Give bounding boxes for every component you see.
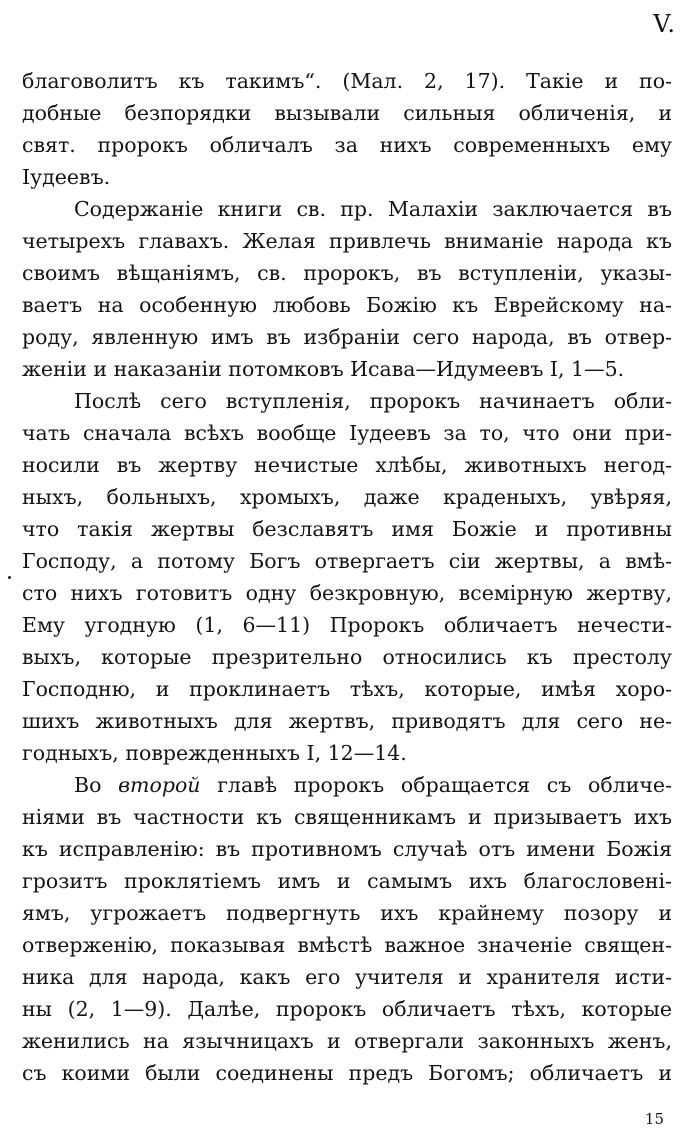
text-line: роду, явленную имъ въ избраніи сего народа, въ отвер- — [22, 325, 672, 349]
text-line: носили въ жертву нечистые хлѣбы, животныхъ негод- — [22, 453, 672, 477]
text-line: ныхъ, больныхъ, хромыхъ, даже краденыхъ, увѣряя, — [22, 485, 672, 509]
text-line: отверженію, показывая вмѣстѣ важное значеніе священ- — [22, 933, 672, 957]
text-line: женіи и наказаніи потомковъ Исава—Идумеевъ I, 1—5. — [22, 357, 625, 381]
text-line: съ коими были соединены предъ Богомъ; обличаетъ и — [22, 1061, 672, 1085]
text-line: Содержаніе книги св. пр. Малахіи заключается въ — [74, 197, 672, 221]
page-roman-numeral: V. — [653, 10, 676, 38]
text-line: Господу, а потому Богъ отвергаетъ сіи жертвы, а вмѣ- — [22, 549, 672, 573]
text-line: чать сначала всѣхъ вообще Іудеевъ за то, что они при- — [22, 421, 672, 445]
text-line: ны (2, 1—9). Далѣе, пророкъ обличаетъ тѣхъ, которые — [22, 997, 672, 1021]
text-line: своимъ вѣщаніямъ, св. пророкъ, въ вступленіи, указы- — [22, 261, 672, 285]
text-line: Господню, и проклинаетъ тѣхъ, которые, имѣя хоро- — [22, 677, 672, 701]
text-line: Ему угодную (1, 6—11) Пророкъ обличаетъ нечести- — [22, 613, 672, 637]
text-line: что такія жертвы безславятъ имя Божіе и противны — [22, 517, 672, 541]
text-line: грозитъ проклятіемъ имъ и самымъ ихъ благословені- — [22, 869, 672, 893]
paragraph-1 — [22, 65, 672, 193]
text-line: ніями въ частности къ священникамъ и призываетъ ихъ — [22, 805, 672, 829]
text-line: четырехъ главахъ. Желая привлечь вниманіе народа къ — [22, 229, 672, 253]
body-text — [22, 65, 672, 1089]
text-line — [22, 769, 672, 801]
paragraph-4 — [22, 769, 672, 1089]
text-line: благоволитъ къ такимъ“. (Мал. 2, 17). Такіе и по- — [22, 69, 672, 93]
text-line: женились на язычницахъ и отвергали законныхъ женъ, — [22, 1029, 672, 1053]
text-line: ваетъ на особенную любовь Божію къ Еврейскому на- — [22, 293, 672, 317]
page-number: 15 — [644, 1110, 664, 1128]
paragraph-2 — [22, 193, 672, 385]
text-segment: главѣ пророкъ обращается съ обличе- — [200, 773, 672, 797]
text-line: шихъ животныхъ для жертвъ, приводятъ для сего не- — [22, 709, 672, 733]
margin-dot — [8, 576, 11, 579]
text-line: къ исправленію: въ противномъ случаѣ отъ имени Божія — [22, 837, 672, 861]
text-line: выхъ, которые презрительно относились къ престолу — [22, 645, 672, 669]
text-line: Послѣ сего вступленія, пророкъ начинаетъ обли- — [74, 389, 672, 413]
text-line: добные безпорядки вызывали сильныя обличенія, и — [22, 101, 672, 125]
text-line: сто нихъ готовитъ одну безкровную, всемірную жертву, — [22, 581, 672, 605]
text-line: годныхъ, поврежденныхъ I, 12—14. — [22, 741, 407, 765]
text-line: свят. пророкъ обличалъ за нихъ современныхъ ему — [22, 133, 672, 157]
text-segment: Во — [74, 773, 119, 797]
paragraph-3 — [22, 385, 672, 769]
italic-word: второй — [118, 773, 201, 797]
text-line: ника для народа, какъ его учителя и хранителя исти- — [22, 965, 672, 989]
text-line: Іудеевъ. — [22, 165, 111, 189]
text-line: ямъ, угрожаетъ подвергнуть ихъ крайнему позору и — [22, 901, 672, 925]
